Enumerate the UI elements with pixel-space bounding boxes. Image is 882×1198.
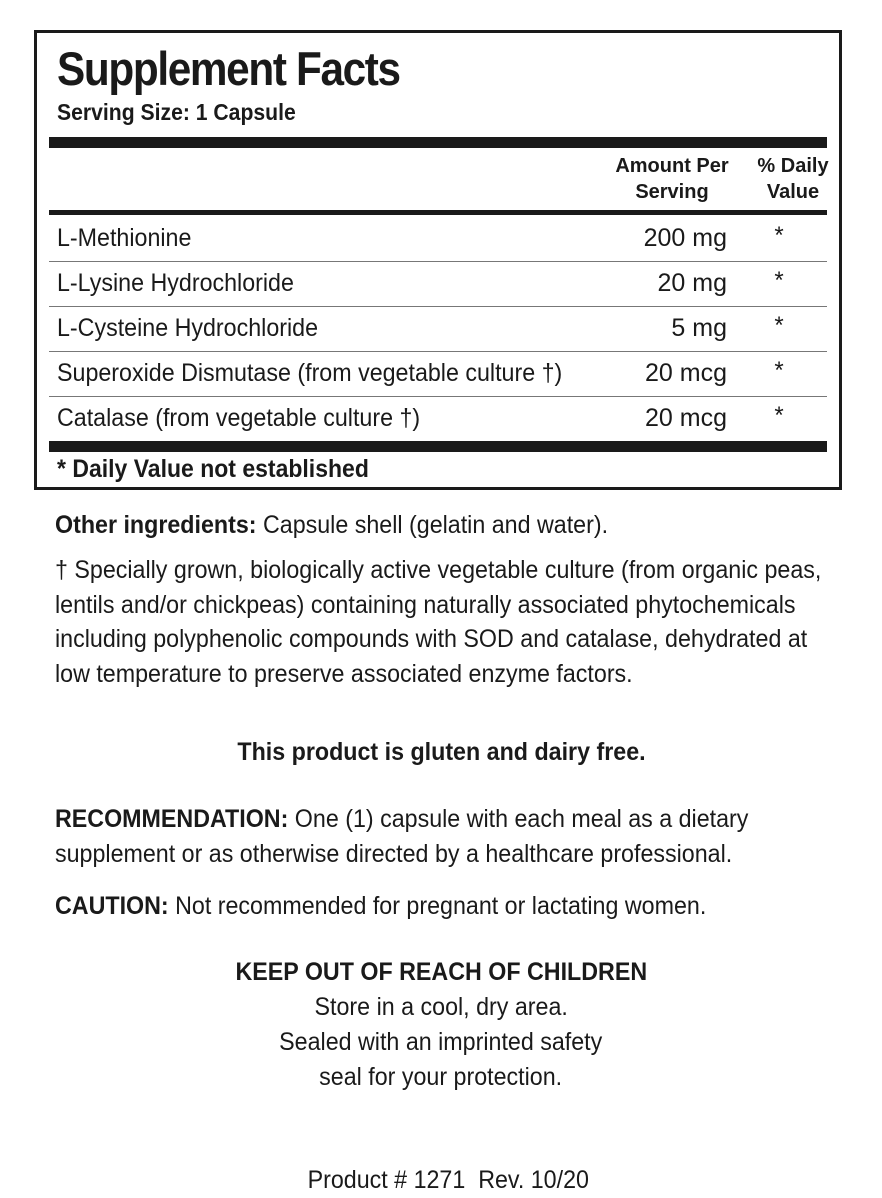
recommendation-label: RECOMMENDATION:	[55, 805, 289, 833]
other-ingredients-label: Other ingredients:	[55, 511, 257, 539]
caution-label: CAUTION:	[55, 892, 169, 920]
facts-title: Supplement Facts	[57, 42, 400, 95]
other-ingredients-text: Capsule shell (gelatin and water).	[256, 511, 609, 539]
ingredient-row	[49, 306, 827, 352]
gluten-dairy-free-note: This product is gluten and dairy free.	[236, 738, 646, 766]
ingredient-amount: 20 mg	[657, 269, 727, 297]
ingredient-name: L-Methionine	[57, 224, 192, 252]
ingredient-row	[49, 261, 827, 307]
ingredient-daily-value: *	[774, 402, 784, 429]
ingredient-name: Superoxide Dismutase (from vegetable culture †)	[57, 359, 563, 387]
ingredient-name: L-Lysine Hydrochloride	[57, 269, 294, 297]
other-ingredients	[55, 508, 825, 543]
serving-size: Serving Size: 1 Capsule	[57, 99, 296, 125]
daily-value-footnote: * Daily Value not established	[57, 455, 369, 483]
ingredient-amount: 5 mg	[671, 314, 727, 342]
ingredient-daily-value: *	[774, 312, 784, 339]
ingredient-amount: 20 mcg	[645, 359, 727, 387]
ingredient-row	[49, 396, 827, 441]
caution	[55, 889, 825, 924]
product-code: Product # 1271 Rev. 10/20	[307, 1166, 589, 1194]
divider-thick-top	[49, 137, 827, 148]
ingredient-amount: 20 mcg	[645, 404, 727, 432]
ingredient-daily-value: *	[774, 357, 784, 384]
storage-line-1: Store in a cool, dry area.	[314, 993, 568, 1021]
caution-text: Not recommended for pregnant or lactating women.	[168, 892, 707, 920]
keep-out-of-reach-heading: KEEP OUT OF REACH OF CHILDREN	[235, 958, 647, 986]
ingredient-row	[49, 351, 827, 397]
divider-thick-bottom	[49, 441, 827, 452]
ingredient-daily-value: *	[774, 222, 784, 249]
storage-line-3: seal for your protection.	[319, 1063, 563, 1091]
divider-header	[49, 210, 827, 215]
supplement-facts-panel	[34, 30, 842, 490]
ingredient-name: L-Cysteine Hydrochloride	[57, 314, 319, 342]
storage-line-2: Sealed with an imprinted safety	[279, 1028, 603, 1056]
daily-value-header: % Daily Value	[757, 155, 829, 203]
ingredient-name: Catalase (from vegetable culture †)	[57, 404, 421, 432]
ingredient-daily-value: *	[774, 267, 784, 294]
ingredient-row	[49, 216, 827, 262]
recommendation-text: One (1) capsule with each meal as a dietary supplement or as otherwise directed by a healthcare professional.	[55, 805, 749, 868]
amount-per-serving-header: Amount Per Serving	[615, 155, 729, 203]
recommendation	[55, 802, 825, 871]
ingredient-amount: 200 mg	[643, 224, 727, 252]
vegetable-culture-note: † Specially grown, biologically active vegetable culture (from organic peas, lentils and/or chickpeas) containing naturally associated phytochemicals including polyphenolic compounds with SOD and catalase, dehydrated at low temperature to preserve associated enzyme factors.	[55, 556, 822, 688]
